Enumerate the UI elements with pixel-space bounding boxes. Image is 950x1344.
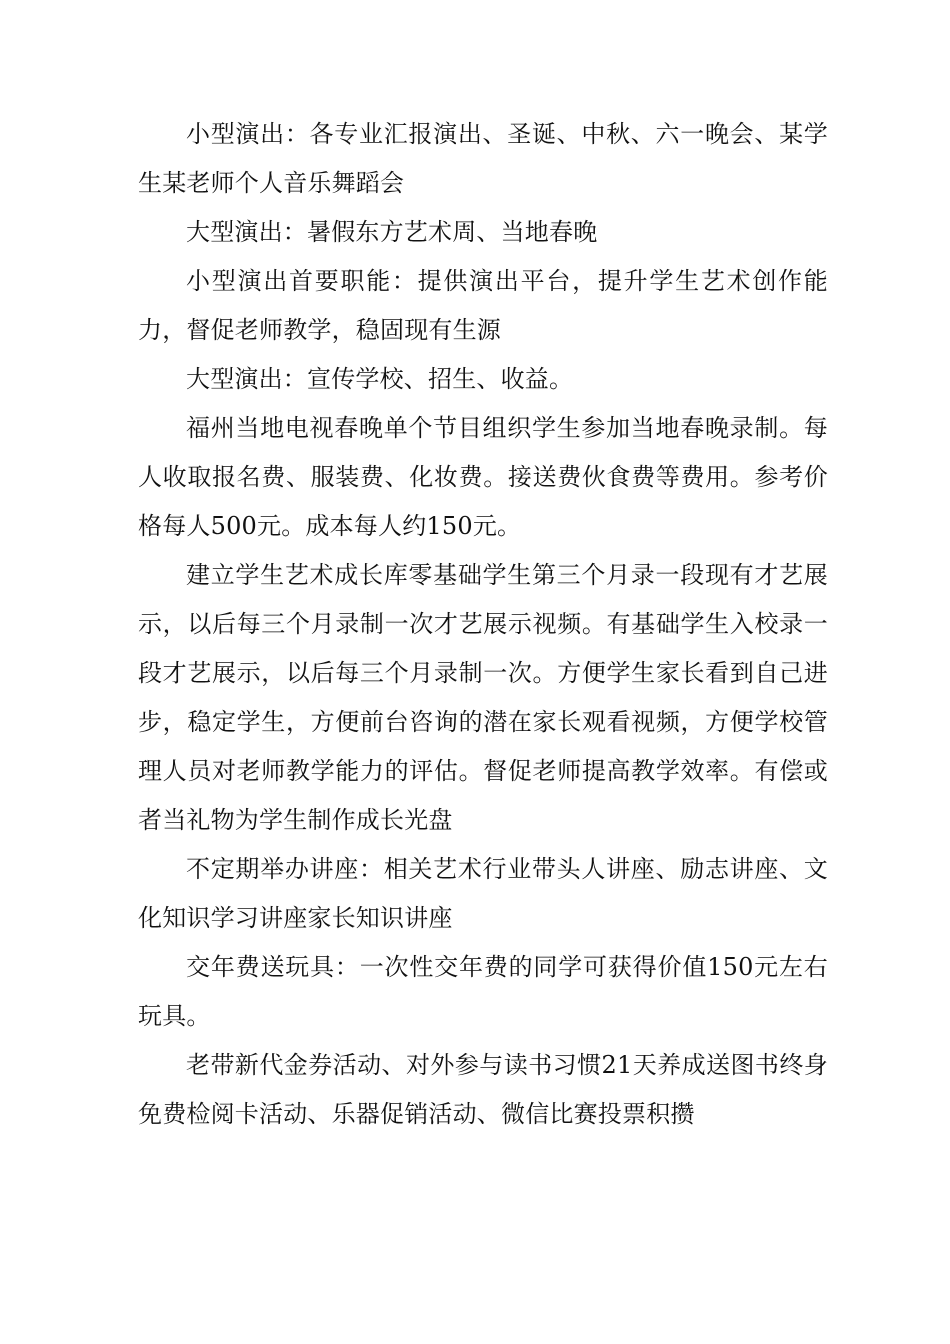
paragraph-lectures: 不定期举办讲座：相关艺术行业带头人讲座、励志讲座、文化知识学习讲座家长知识讲座 bbox=[138, 855, 828, 932]
document-body bbox=[138, 110, 828, 1139]
paragraph-student-art-growth-library: 建立学生艺术成长库零基础学生第三个月录一段现有才艺展示，以后每三个月录制一次才艺展示视频。有基础学生入校录一段才艺展示，以后每三个月录制一次。方便学生家长看到自己进步，稳定学生，方便前台咨询的潜在家长观看视频，方便学校管理人员对老师教学能力的评估。督促老师提高教学效率。有偿或者当礼物为学生制作成长光盘 bbox=[138, 561, 828, 834]
paragraph-large-performances: 大型演出：暑假东方艺术周、当地春晚 bbox=[186, 218, 598, 246]
paragraph-annual-fee-toys: 交年费送玩具：一次性交年费的同学可获得价值150元左右玩具。 bbox=[138, 953, 828, 1030]
paragraph-large-performance-functions: 大型演出：宣传学校、招生、收益。 bbox=[186, 365, 574, 393]
paragraph-small-performances: 小型演出：各专业汇报演出、圣诞、中秋、六一晚会、某学生某老师个人音乐舞蹈会 bbox=[138, 120, 828, 197]
paragraph-small-performance-functions: 小型演出首要职能：提供演出平台，提升学生艺术创作能力，督促老师教学，稳固现有生源 bbox=[138, 267, 828, 344]
paragraph-promotions: 老带新代金券活动、对外参与读书习惯21天养成送图书终身免费检阅卡活动、乐器促销活动、微信比赛投票积攒 bbox=[138, 1051, 828, 1128]
paragraph-fuzhou-spring-gala: 福州当地电视春晚单个节目组织学生参加当地春晚录制。每人收取报名费、服装费、化妆费。接送费伙食费等费用。参考价格每人500元。成本每人约150元。 bbox=[138, 414, 828, 540]
